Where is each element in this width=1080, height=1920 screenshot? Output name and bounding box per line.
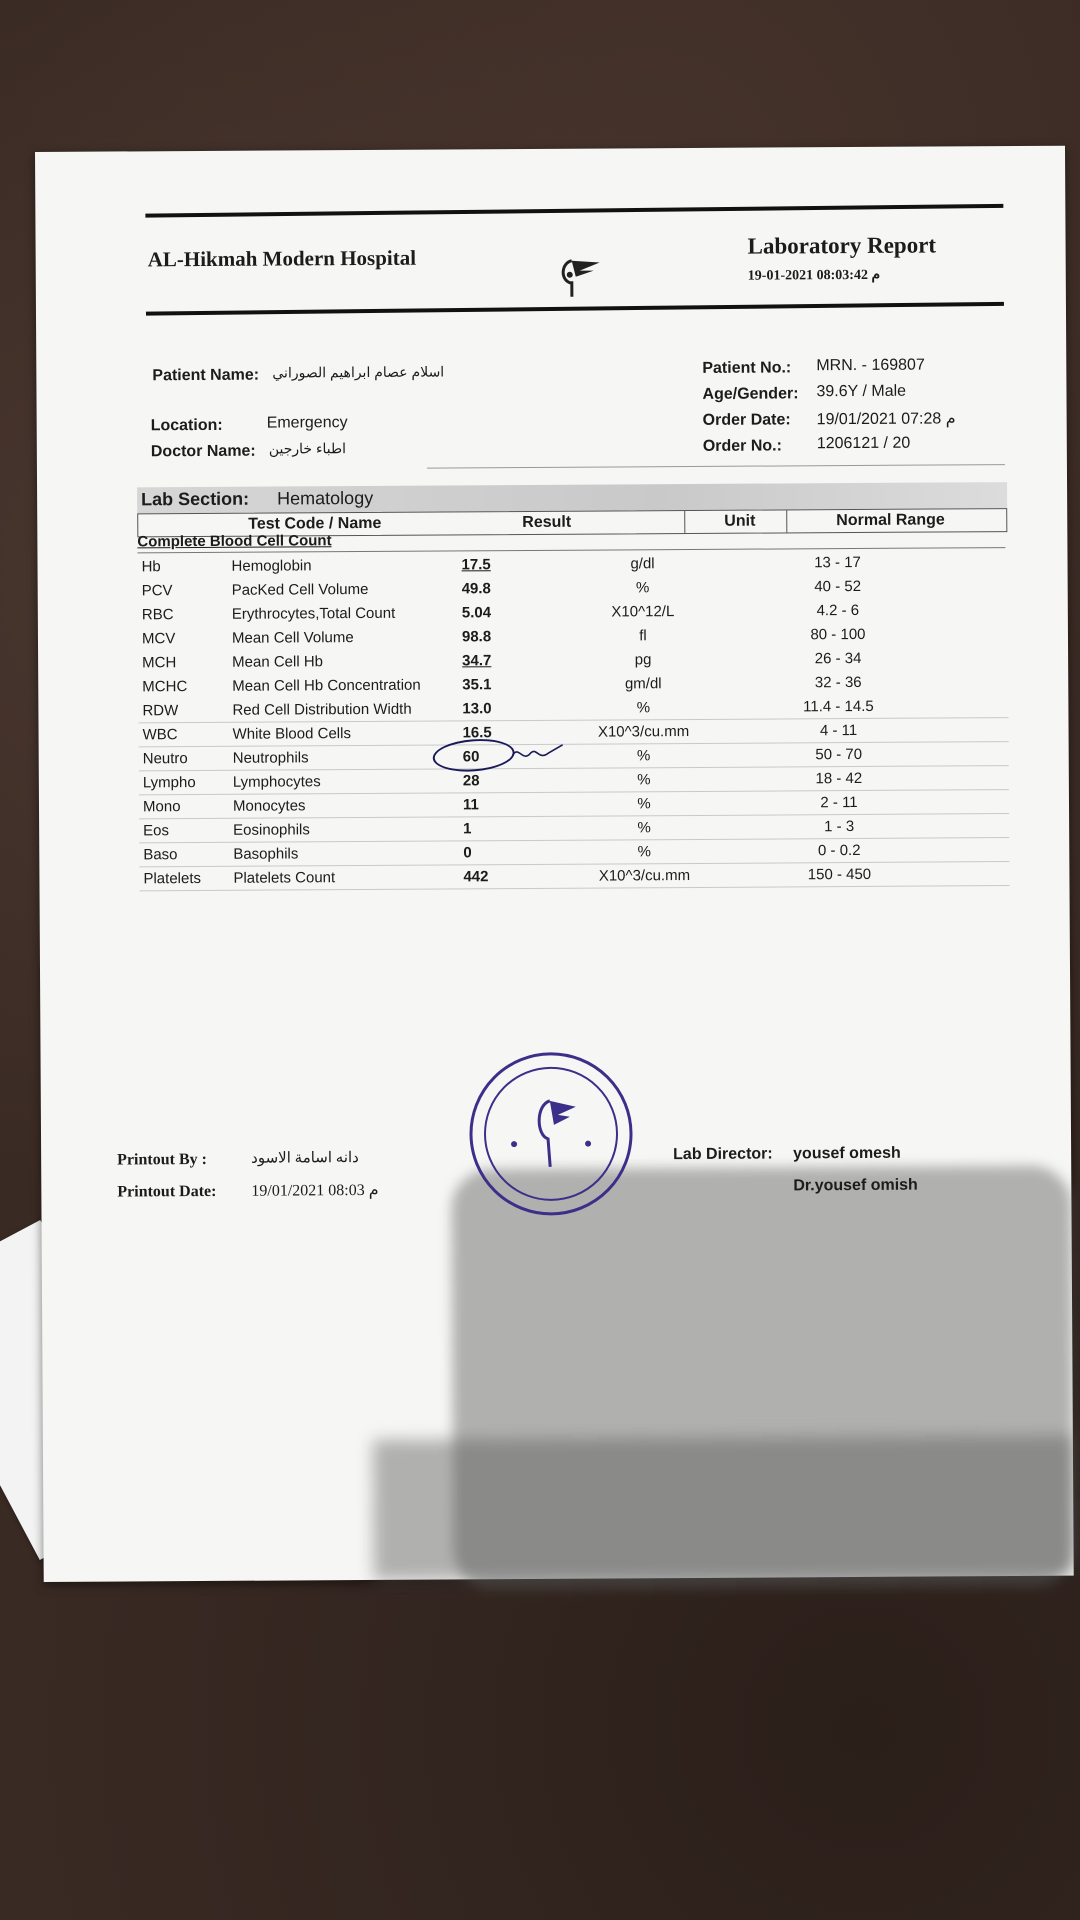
printout-by-label: Printout By : xyxy=(117,1150,207,1169)
header-divider xyxy=(786,510,787,532)
header-test: Test Code / Name xyxy=(248,514,382,533)
test-code: Neutro xyxy=(142,750,188,768)
header-range: Normal Range xyxy=(836,511,945,530)
test-name: Erythrocytes,Total Count xyxy=(231,604,396,623)
test-result: 98.8 xyxy=(461,628,492,646)
test-code: MCV xyxy=(141,630,176,648)
test-code: PCV xyxy=(141,582,173,600)
patient-name-label: Patient Name: xyxy=(152,366,260,385)
header-top-rule xyxy=(145,204,1003,218)
patient-name-value: اسلام عصام ابراهيم الصوراني xyxy=(272,363,445,381)
test-normal-range: 1 - 3 xyxy=(824,818,855,836)
header-result: Result xyxy=(522,513,572,532)
handwritten-check-mark xyxy=(509,739,569,769)
lab-section-value: Hematology xyxy=(277,487,374,509)
test-name: Eosinophils xyxy=(233,821,310,839)
test-name: Lymphocytes xyxy=(232,773,321,791)
test-unit: fl xyxy=(639,627,647,645)
test-normal-range: 32 - 36 xyxy=(814,673,862,692)
test-normal-range: 2 - 11 xyxy=(820,793,858,812)
test-normal-range: 0 - 0.2 xyxy=(817,841,861,860)
test-name: Basophils xyxy=(233,845,299,863)
hospital-logo-icon xyxy=(554,253,604,301)
test-normal-range: 4 - 11 xyxy=(819,721,858,740)
test-result: 5.04 xyxy=(461,604,492,622)
patient-no-label: Patient No.: xyxy=(702,359,792,377)
test-unit: % xyxy=(635,579,650,597)
hospital-name: AL-Hikmah Modern Hospital xyxy=(147,245,417,272)
test-unit: % xyxy=(637,771,651,789)
test-code: Lympho xyxy=(142,774,196,792)
test-unit: X10^12/L xyxy=(611,603,675,621)
test-result: 1 xyxy=(463,820,472,838)
doctor-name-label: Doctor Name: xyxy=(150,442,256,461)
test-code: RDW xyxy=(142,702,179,720)
test-unit: X10^3/cu.mm xyxy=(597,723,690,741)
test-normal-range: 80 - 100 xyxy=(810,625,866,644)
test-result: 442 xyxy=(463,868,489,886)
header-divider xyxy=(684,511,685,533)
test-name: Platelets Count xyxy=(233,869,336,887)
header-unit: Unit xyxy=(724,512,756,530)
test-normal-range: 50 - 70 xyxy=(815,745,863,764)
printout-by-value: دانه اسامة الاسود xyxy=(251,1150,359,1167)
test-normal-range: 26 - 34 xyxy=(814,649,862,668)
director-signature-name: Dr.yousef omish xyxy=(793,1176,918,1195)
lab-report-sheet xyxy=(35,146,1074,1582)
test-name: PacKed Cell Volume xyxy=(231,580,369,599)
test-code: RBC xyxy=(141,606,174,624)
test-result: 11 xyxy=(462,796,479,814)
test-unit: pg xyxy=(634,651,652,669)
test-result: 0 xyxy=(463,844,472,862)
test-unit: gm/dl xyxy=(624,675,662,693)
test-normal-range: 13 - 17 xyxy=(814,553,861,572)
age-gender-value: 39.6Y / Male xyxy=(816,382,907,401)
doctor-name-value: اطباء خارجين xyxy=(268,440,347,457)
header-bottom-rule xyxy=(146,302,1004,316)
test-result: 35.1 xyxy=(462,676,492,694)
test-unit: % xyxy=(637,819,651,837)
test-unit: % xyxy=(637,795,651,813)
lab-section-label: Lab Section: xyxy=(141,488,250,510)
test-normal-range: 11.4 - 14.5 xyxy=(803,697,874,716)
test-code: MCH xyxy=(142,654,177,672)
test-normal-range: 40 - 52 xyxy=(814,577,862,596)
info-divider xyxy=(427,464,1005,469)
test-group-title: Complete Blood Cell Count xyxy=(137,532,332,551)
test-result: 17.5 xyxy=(461,556,491,574)
test-code: Eos xyxy=(143,822,170,840)
test-name: Mean Cell Volume xyxy=(231,629,354,647)
order-no-value: 1206121 / 20 xyxy=(816,434,911,453)
test-code: MCHC xyxy=(142,678,188,696)
phone-shadow-lower xyxy=(373,1436,1074,1580)
test-result: 28 xyxy=(462,772,480,790)
test-result: 34.7 xyxy=(462,652,492,670)
patient-no-value: MRN. - 169807 xyxy=(816,356,925,375)
test-result: 16.5 xyxy=(462,724,492,742)
test-result: 60 xyxy=(462,748,480,766)
test-code: Baso xyxy=(143,846,178,864)
report-datetime: 19-01-2021 08:03:42 م xyxy=(747,267,881,284)
order-date-value: 19/01/2021 07:28 م xyxy=(816,410,956,429)
test-result: 13.0 xyxy=(462,700,492,718)
lab-director-label: Lab Director: xyxy=(673,1145,773,1164)
test-code: WBC xyxy=(142,726,178,744)
printout-date-label: Printout Date: xyxy=(117,1182,217,1201)
test-name: Hemoglobin xyxy=(231,557,312,575)
test-name: Mean Cell Hb Concentration xyxy=(232,676,421,695)
test-unit: % xyxy=(636,699,651,717)
test-normal-range: 4.2 - 6 xyxy=(816,601,860,620)
order-no-label: Order No.: xyxy=(702,437,782,455)
location-label: Location: xyxy=(150,416,223,435)
printout-date-value: 19/01/2021 08:03 م xyxy=(251,1181,379,1200)
location-value: Emergency xyxy=(266,414,348,432)
test-code: Mono xyxy=(142,798,181,816)
order-date-label: Order Date: xyxy=(702,411,791,429)
lab-stamp-icon xyxy=(465,1048,636,1219)
test-unit: % xyxy=(636,747,651,765)
test-name: Mean Cell Hb xyxy=(232,653,324,671)
report-title: Laboratory Report xyxy=(747,232,937,259)
test-name: Monocytes xyxy=(232,797,306,815)
test-normal-range: 150 - 450 xyxy=(807,865,872,884)
test-code: Hb xyxy=(141,558,161,576)
test-name: Red Cell Distribution Width xyxy=(232,700,412,719)
test-unit: g/dl xyxy=(630,555,655,573)
test-unit: % xyxy=(637,843,652,861)
test-name: White Blood Cells xyxy=(232,725,352,743)
age-gender-label: Age/Gender: xyxy=(702,385,799,403)
lab-director-value: yousef omesh xyxy=(793,1144,901,1163)
test-name: Neutrophils xyxy=(232,749,309,767)
test-unit: X10^3/cu.mm xyxy=(598,867,691,885)
test-normal-range: 18 - 42 xyxy=(815,769,863,788)
test-code: Platelets xyxy=(143,869,202,888)
test-result: 49.8 xyxy=(461,580,491,598)
